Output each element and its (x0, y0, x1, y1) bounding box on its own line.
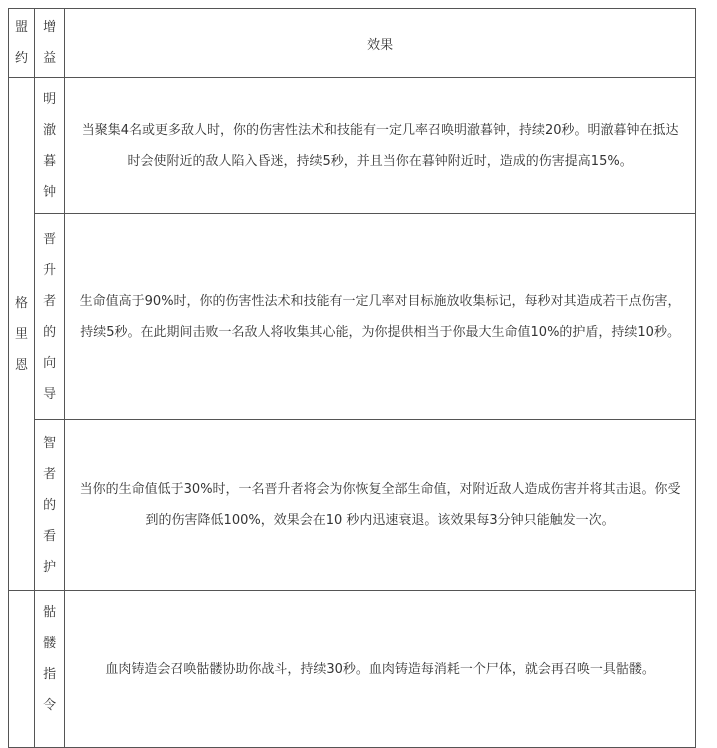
header-covenant-char: 约 (15, 51, 29, 66)
header-effect: 效果 (65, 9, 696, 78)
table-row (9, 591, 696, 748)
buff-name-cell (35, 214, 65, 420)
buff-char: 者 (43, 293, 57, 309)
buff-char: 看 (43, 528, 57, 544)
effect-cell: 血肉铸造会召唤骷髅协助你战斗，持续30秒。血肉铸造每消耗一个尸体，就会再召唤一具骷髅。 (65, 591, 696, 748)
buff-char: 晋 (43, 231, 57, 247)
buff-char: 明 (43, 91, 57, 107)
header-covenant-char: 盟 (15, 20, 29, 35)
effect-cell: 当聚集4名或更多敌人时，你的伤害性法术和技能有一定几率召唤明澈暮钟，持续20秒。明澈暮钟在抵达时会使附近的敌人陷入昏迷，持续5秒，并且当你在暮钟附近时，造成的伤害提高15%。 (65, 78, 696, 214)
effect-cell: 当你的生命值低于30%时，一名晋升者将会为你恢复全部生命值，对附近敌人造成伤害并将其击退。你受到的伤害降低100%，效果会在10 秒内迅速衰退。该效果每3分钟只能触发一次。 (65, 420, 696, 591)
covenant-cell (9, 78, 35, 591)
buff-char: 指 (43, 667, 57, 682)
buff-char: 钟 (43, 184, 57, 200)
buff-char: 的 (43, 324, 57, 340)
buff-char: 者 (43, 466, 57, 482)
buff-name-cell (35, 420, 65, 591)
buff-char: 的 (43, 497, 57, 513)
buff-char: 暮 (43, 153, 57, 169)
covenant-buff-table (8, 8, 696, 748)
table-header-row (9, 9, 696, 78)
covenant-buff-table-container (8, 8, 696, 748)
table-row (9, 214, 696, 420)
covenant-char: 里 (15, 326, 29, 342)
buff-char: 导 (43, 386, 57, 402)
buff-char: 澈 (43, 122, 57, 138)
table-row (9, 78, 696, 214)
covenant-char: 格 (15, 295, 29, 311)
covenant-cell (9, 591, 35, 748)
buff-char: 髅 (43, 636, 57, 651)
buff-char: 令 (43, 698, 57, 713)
header-buff (35, 9, 65, 78)
buff-char: 护 (43, 559, 57, 575)
buff-char: 骷 (43, 605, 57, 620)
effect-cell: 生命值高于90%时，你的伤害性法术和技能有一定几率对目标施放收集标记，每秒对其造成若干点伤害，持续5秒。在此期间击败一名敌人将收集其心能，为你提供相当于你最大生命值10%的护盾，持续10秒。 (65, 214, 696, 420)
table-row (9, 420, 696, 591)
buff-char: 智 (43, 435, 57, 451)
buff-char: 升 (43, 262, 57, 278)
buff-name-cell (35, 591, 65, 748)
covenant-char: 恩 (15, 357, 29, 373)
header-covenant (9, 9, 35, 78)
header-buff-char: 增 (43, 20, 57, 35)
header-buff-char: 益 (43, 51, 57, 66)
buff-char: 向 (43, 355, 57, 371)
buff-name-cell (35, 78, 65, 214)
